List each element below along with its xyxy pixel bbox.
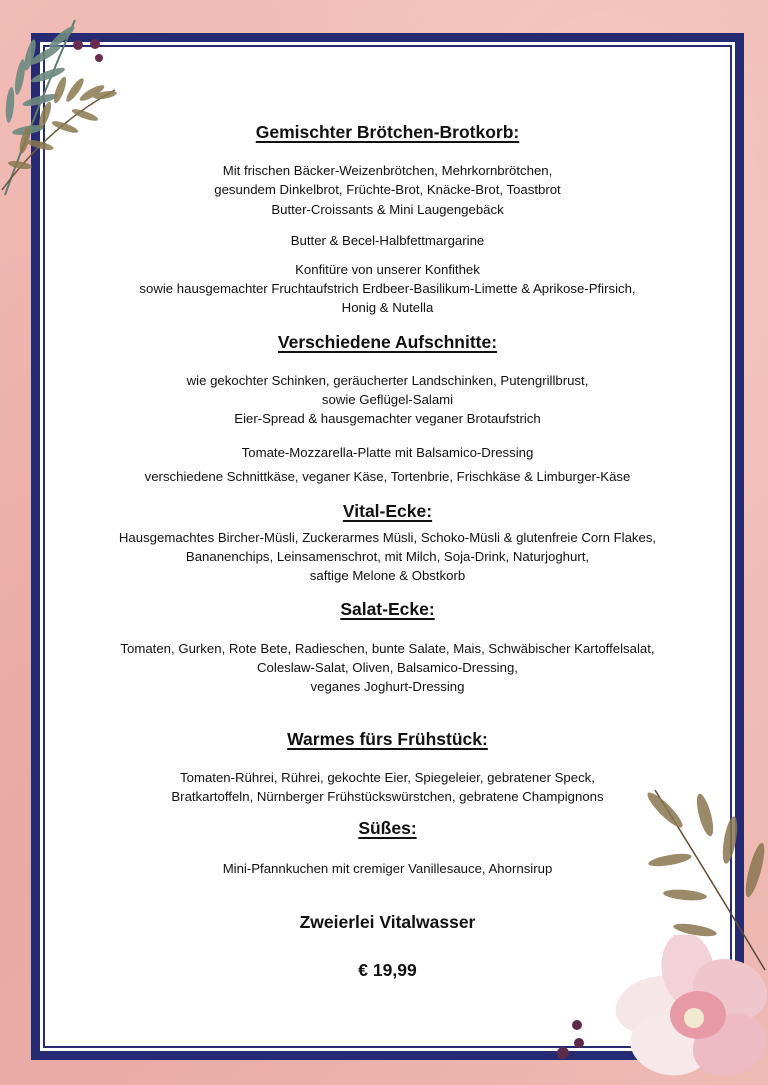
- menu-line: Eier-Spread & hausgemachter veganer Brotaufstrich: [234, 411, 541, 426]
- menu-line: Konfitüre von unserer Konfithek: [295, 262, 480, 277]
- menu-line: Tomaten-Rührei, Rührei, gekochte Eier, Spiegeleier, gebratener Speck,: [180, 770, 595, 785]
- menu-line: Honig & Nutella: [341, 300, 434, 315]
- menu-line: Hausgemachtes Bircher-Müsli, Zuckerarmes Müsli, Schoko-Müsli & glutenfreie Corn Flakes,: [118, 530, 657, 545]
- price: € 19,99: [358, 960, 417, 980]
- menu-line: Bananenchips, Leinsamenschrot, mit Milch, Soja-Drink, Naturjoghurt,: [185, 549, 590, 564]
- menu-line: verschiedene Schnittkäse, veganer Käse, Tortenbrie, Frischkäse & Limburger-Käse: [144, 469, 631, 484]
- menu-line: saftige Melone & Obstkorb: [309, 568, 466, 583]
- menu-line: Coleslaw-Salat, Oliven, Balsamico-Dressing,: [257, 660, 518, 675]
- menu-line: gesundem Dinkelbrot, Früchte-Brot, Knäcke-Brot, Toastbrot: [214, 182, 561, 197]
- section-title-suesses: Süßes:: [358, 818, 417, 838]
- section-title-aufschnitte: Verschiedene Aufschnitte:: [277, 332, 498, 352]
- menu-line: veganes Joghurt-Dressing: [310, 679, 465, 694]
- drink-title: Zweierlei Vitalwasser: [299, 912, 476, 932]
- menu-line: Butter & Becel-Halbfettmargarine: [290, 233, 485, 248]
- section-title-brotkorb: Gemischter Brötchen-Brotkorb:: [255, 122, 520, 142]
- section-title-salat-ecke: Salat-Ecke:: [340, 599, 435, 619]
- menu-line: Tomaten, Gurken, Rote Bete, Radieschen, bunte Salate, Mais, Schwäbischer Kartoffelsalat,: [120, 641, 655, 656]
- section-title-warmes: Warmes fürs Frühstück:: [287, 729, 488, 749]
- menu-line: Mini-Pfannkuchen mit cremiger Vanillesauce, Ahornsirup: [222, 861, 553, 876]
- menu-line: Butter-Croissants & Mini Laugengebäck: [271, 202, 504, 217]
- section-title-vital-ecke: Vital-Ecke:: [342, 501, 433, 521]
- menu-line: sowie hausgemachter Fruchtaufstrich Erdbeer-Basilikum-Limette & Aprikose-Pfirsich,: [139, 281, 636, 296]
- menu-line: Bratkartoffeln, Nürnberger Frühstückswürstchen, gebratene Champignons: [171, 789, 604, 804]
- menu-line: Tomate-Mozzarella-Platte mit Balsamico-Dressing: [241, 445, 534, 460]
- menu-line: Mit frischen Bäcker-Weizenbrötchen, Mehrkornbrötchen,: [222, 163, 553, 178]
- menu-line: sowie Geflügel-Salami: [321, 392, 454, 407]
- menu-line: wie gekochter Schinken, geräucherter Landschinken, Putengrillbrust,: [186, 373, 589, 388]
